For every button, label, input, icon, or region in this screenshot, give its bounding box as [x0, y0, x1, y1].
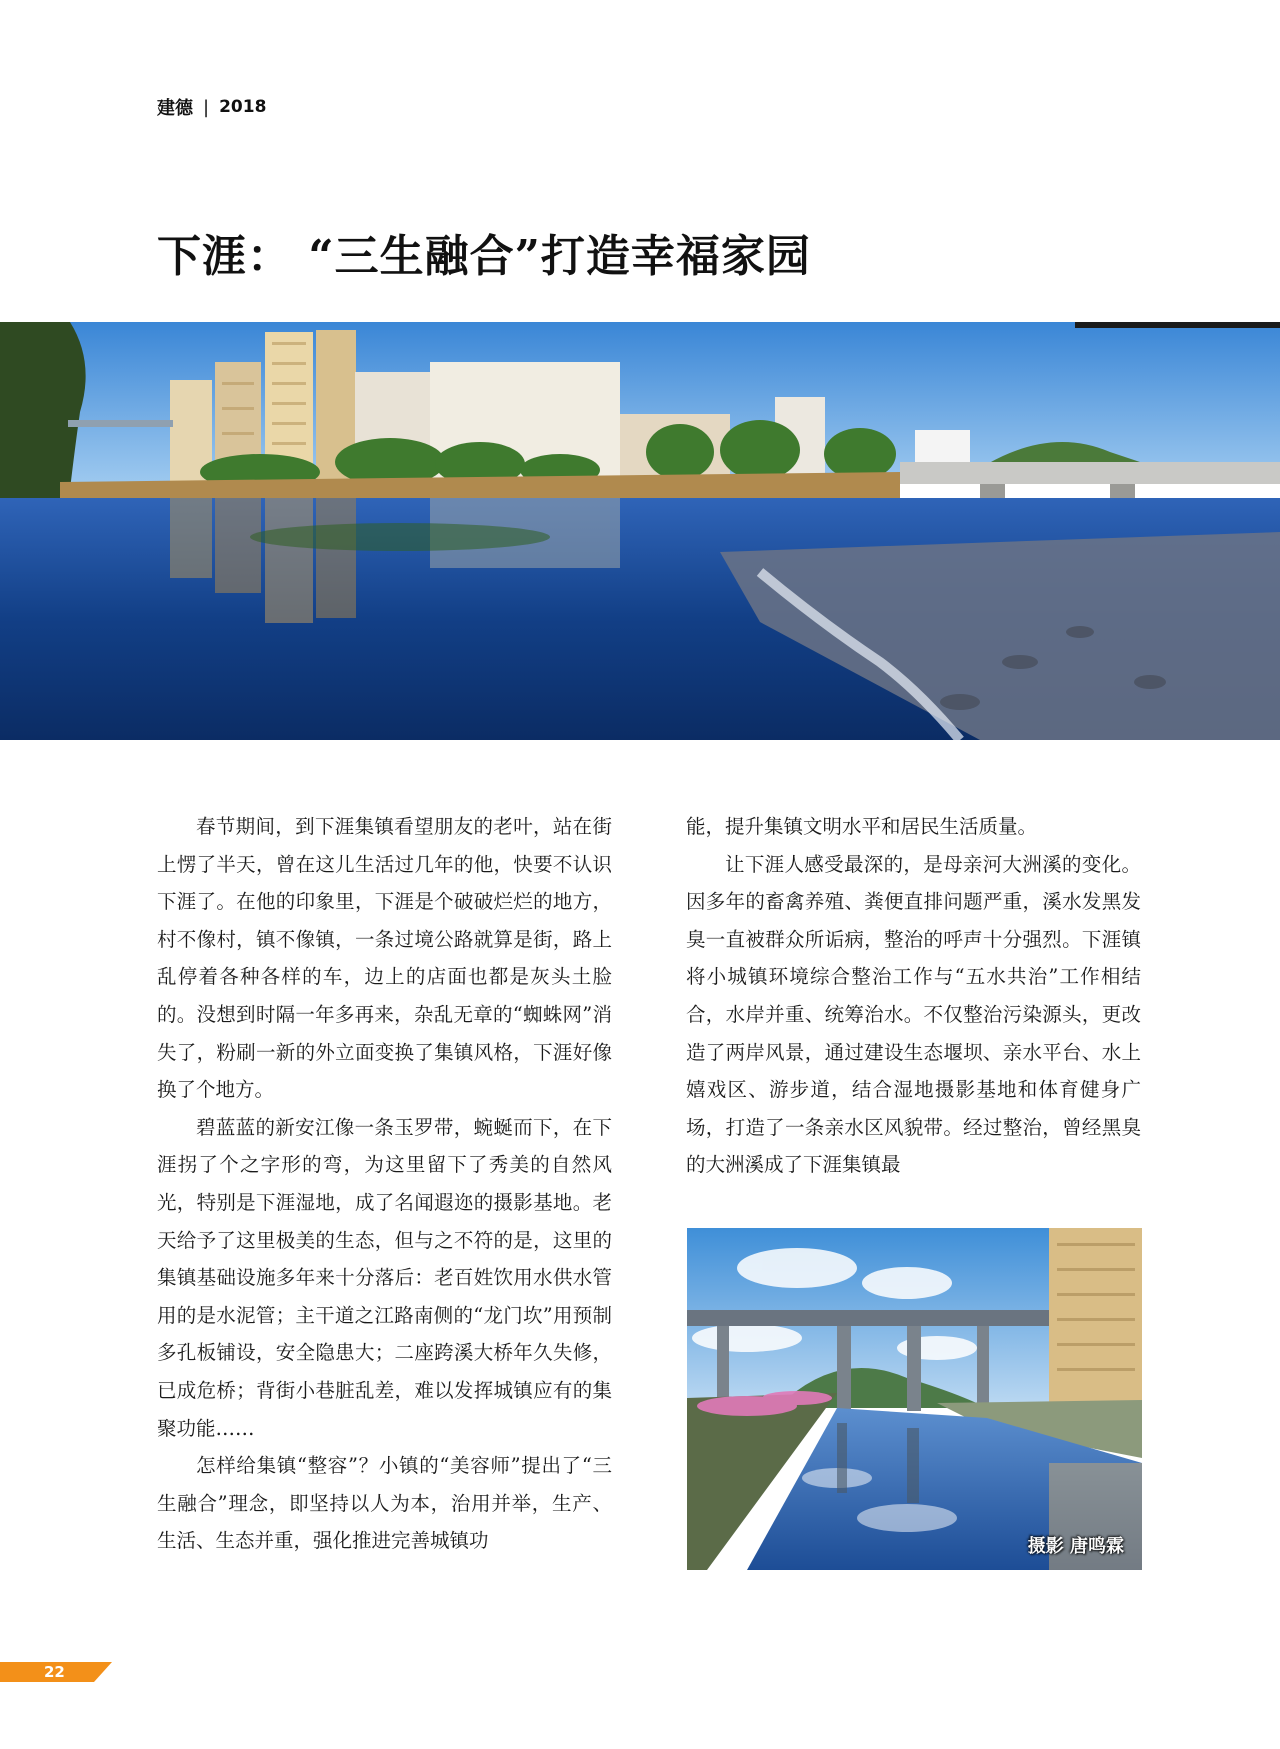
body-paragraph: 碧蓝蓝的新安江像一条玉罗带，蜿蜒而下，在下涯拐了个之字形的弯，为这里留下了秀美的自然风光，特别是下涯湿地，成了名闻遐迩的摄影基地。老天给予了这里极美的生态，但与之不符的是，这里的集镇基础设施多年来十分落后：老百姓饮用水供水管用的是水泥管；主干道之江路南侧的“龙门坎”用预制多孔板铺设，安全隐患大；二座跨溪大桥年久失修，已成危桥；背街小巷脏乱差，难以发挥城镇应有的集聚功能……	[157, 1115, 612, 1440]
body-paragraph-continuation: 能，提升集镇文明水平和居民生活质量。	[686, 815, 1038, 838]
page-number: 22	[44, 1663, 65, 1681]
body-paragraph: 春节期间，到下涯集镇看望朋友的老叶，站在街上愣了半天，曾在这儿生活过几年的他，快要不认识下涯了。在他的印象里，下涯是个破破烂烂的地方，村不像村，镇不像镇，一条过境公路就算是街，路上乱停着各种各样的车，边上的店面也都是灰头土脸的。没想到时隔一年多再来，杂乱无章的“蜘蛛网”消失了，粉刷一新的外立面变换了集镇风格，下涯好像换了个地方。	[157, 815, 612, 1102]
header-year: 2018	[219, 97, 267, 117]
article-body-right-column	[686, 808, 1141, 1184]
header-section: 建德	[157, 98, 193, 119]
article-body-left-column	[157, 808, 612, 1560]
hero-photo-river-panorama	[0, 322, 1280, 740]
body-paragraph: 让下涯人感受最深的，是母亲河大洲溪的变化。因多年的畜禽养殖、粪便直排问题严重，溪水发黑发臭一直被群众所诟病，整治的呼声十分强烈。下涯镇将小城镇环境综合整治工作与“五水共治”工作相结合，水岸并重、统筹治水。不仅整治污染源头，更改造了两岸风景，通过建设生态堰坝、亲水平台、水上嬉戏区、游步道，结合湿地摄影基地和体育健身广场，打造了一条亲水区风貌带。经过整治，曾经黑臭的大洲溪成了下涯集镇最	[686, 852, 1141, 1177]
inset-photo-river-bridge	[687, 1228, 1142, 1570]
photo-credit: 摄影 唐鸣霖	[1027, 1536, 1124, 1557]
article-title: 下涯： “三生融合”打造幸福家园	[157, 231, 811, 282]
body-paragraph: 怎样给集镇“整容”？小镇的“美容师”提出了“三生融合”理念，即坚持以人为本，治用并举，生产、生活、生态并重，强化推进完善城镇功	[157, 1454, 612, 1553]
running-header	[157, 94, 266, 120]
header-separator: |	[203, 96, 210, 118]
